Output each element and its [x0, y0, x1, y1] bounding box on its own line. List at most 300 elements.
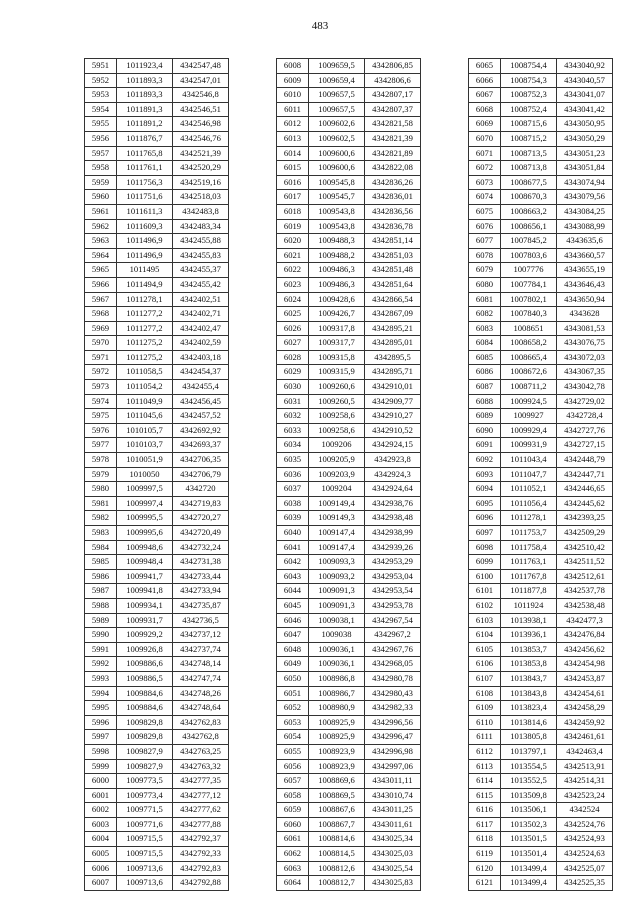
y-coordinate-cell: 4342454,37 [173, 365, 229, 380]
coordinate-table-middle [276, 58, 421, 891]
x-coordinate-cell: 1009995,6 [117, 526, 173, 541]
y-coordinate-cell: 4342402,59 [173, 336, 229, 351]
y-coordinate-cell: 4342910,52 [365, 423, 421, 438]
table-row [469, 744, 613, 759]
y-coordinate-cell: 4342895,21 [365, 321, 421, 336]
x-coordinate-cell: 1009260,6 [309, 380, 365, 395]
point-number-cell: 6038 [277, 496, 309, 511]
x-coordinate-cell: 1009315,9 [309, 365, 365, 380]
x-coordinate-cell: 1011611,3 [117, 204, 173, 219]
table-row [85, 131, 229, 146]
y-coordinate-cell: 4342519,16 [173, 175, 229, 190]
x-coordinate-cell: 1009147,4 [309, 526, 365, 541]
x-coordinate-cell: 1009715,5 [117, 847, 173, 862]
x-coordinate-cell: 1013554,5 [501, 759, 557, 774]
table-row [277, 409, 421, 424]
y-coordinate-cell: 4342510,42 [557, 540, 613, 555]
point-number-cell: 6021 [277, 248, 309, 263]
table-row [85, 219, 229, 234]
table-row [469, 701, 613, 716]
point-number-cell: 6033 [277, 423, 309, 438]
y-coordinate-cell: 4342735,87 [173, 598, 229, 613]
y-coordinate-cell: 4342836,26 [365, 175, 421, 190]
table-row [277, 336, 421, 351]
x-coordinate-cell: 1009829,8 [117, 730, 173, 745]
table-row [277, 380, 421, 395]
point-number-cell: 5976 [85, 423, 117, 438]
table-row [469, 59, 613, 74]
point-number-cell: 6063 [277, 861, 309, 876]
x-coordinate-cell: 1010105,7 [117, 423, 173, 438]
point-number-cell: 5989 [85, 613, 117, 628]
point-number-cell: 6103 [469, 613, 501, 628]
table-row [277, 350, 421, 365]
x-coordinate-cell: 1009317,8 [309, 321, 365, 336]
x-coordinate-cell: 1011043,4 [501, 453, 557, 468]
point-number-cell: 5952 [85, 73, 117, 88]
y-coordinate-cell: 4343025,34 [365, 832, 421, 847]
y-coordinate-cell: 4342821,39 [365, 131, 421, 146]
table-row [277, 219, 421, 234]
point-number-cell: 5984 [85, 540, 117, 555]
y-coordinate-cell: 4342693,37 [173, 438, 229, 453]
point-number-cell: 5995 [85, 701, 117, 716]
table-row [277, 234, 421, 249]
point-number-cell: 6096 [469, 511, 501, 526]
y-coordinate-cell: 4342518,03 [173, 190, 229, 205]
x-coordinate-cell: 1009657,5 [309, 102, 365, 117]
point-number-cell: 6012 [277, 117, 309, 132]
x-coordinate-cell: 1009488,2 [309, 248, 365, 263]
point-number-cell: 6062 [277, 847, 309, 862]
table-row [85, 394, 229, 409]
x-coordinate-cell: 1008677,5 [501, 175, 557, 190]
y-coordinate-cell: 4342762,83 [173, 715, 229, 730]
x-coordinate-cell: 1008711,2 [501, 380, 557, 395]
table-row [469, 817, 613, 832]
point-number-cell: 6041 [277, 540, 309, 555]
y-coordinate-cell: 4342939,26 [365, 540, 421, 555]
table-row [85, 628, 229, 643]
table-row [469, 248, 613, 263]
point-number-cell: 6119 [469, 847, 501, 862]
y-coordinate-cell: 4343010,74 [365, 788, 421, 803]
x-coordinate-cell: 1009715,5 [117, 832, 173, 847]
table-row [85, 832, 229, 847]
x-coordinate-cell: 1008867,6 [309, 803, 365, 818]
x-coordinate-cell: 1013938,1 [501, 613, 557, 628]
y-coordinate-cell: 4342923,8 [365, 453, 421, 468]
x-coordinate-cell: 1009488,3 [309, 234, 365, 249]
table-row [469, 219, 613, 234]
table-row [277, 598, 421, 613]
x-coordinate-cell: 1008812,7 [309, 876, 365, 891]
point-number-cell: 6098 [469, 540, 501, 555]
y-coordinate-cell: 4342924,3 [365, 467, 421, 482]
table-row [85, 482, 229, 497]
x-coordinate-cell: 1009886,6 [117, 657, 173, 672]
page-number: 483 [311, 20, 329, 32]
point-number-cell: 6019 [277, 219, 309, 234]
point-number-cell: 6090 [469, 423, 501, 438]
point-number-cell: 6116 [469, 803, 501, 818]
table-row [469, 628, 613, 643]
x-coordinate-cell: 1010103,7 [117, 438, 173, 453]
x-coordinate-cell: 1011923,4 [117, 59, 173, 74]
table-row [277, 730, 421, 745]
y-coordinate-cell: 4342836,56 [365, 204, 421, 219]
point-number-cell: 6113 [469, 759, 501, 774]
table-row [85, 759, 229, 774]
x-coordinate-cell: 1009997,4 [117, 496, 173, 511]
point-number-cell: 5973 [85, 380, 117, 395]
x-coordinate-cell: 1009204 [309, 482, 365, 497]
table-row [277, 131, 421, 146]
y-coordinate-cell: 4342524 [557, 803, 613, 818]
table-row [469, 526, 613, 541]
y-coordinate-cell: 4342546,76 [173, 131, 229, 146]
x-coordinate-cell: 1008656,1 [501, 219, 557, 234]
y-coordinate-cell: 4342836,78 [365, 219, 421, 234]
y-coordinate-cell: 4342895,01 [365, 336, 421, 351]
y-coordinate-cell: 4342458,29 [557, 701, 613, 716]
table-row [277, 161, 421, 176]
y-coordinate-cell: 4343084,25 [557, 204, 613, 219]
x-coordinate-cell: 1008814,5 [309, 847, 365, 862]
y-coordinate-cell: 4342483,34 [173, 219, 229, 234]
table-row [469, 409, 613, 424]
point-number-cell: 6121 [469, 876, 501, 891]
y-coordinate-cell: 4343025,03 [365, 847, 421, 862]
point-number-cell: 6078 [469, 248, 501, 263]
table-row [469, 759, 613, 774]
y-coordinate-cell: 4342446,65 [557, 482, 613, 497]
table-row [85, 613, 229, 628]
point-number-cell: 6082 [469, 307, 501, 322]
point-number-cell: 6056 [277, 759, 309, 774]
point-number-cell: 5997 [85, 730, 117, 745]
x-coordinate-cell: 1009771,5 [117, 803, 173, 818]
x-coordinate-cell: 1009827,9 [117, 759, 173, 774]
y-coordinate-cell: 4342729,02 [557, 394, 613, 409]
x-coordinate-cell: 1011047,7 [501, 467, 557, 482]
y-coordinate-cell: 4342511,52 [557, 555, 613, 570]
y-coordinate-cell: 4342806,6 [365, 73, 421, 88]
x-coordinate-cell: 1009149,3 [309, 511, 365, 526]
x-coordinate-cell: 1009931,9 [501, 438, 557, 453]
table-row [469, 569, 613, 584]
x-coordinate-cell: 1009260,5 [309, 394, 365, 409]
x-coordinate-cell: 1011893,3 [117, 73, 173, 88]
table-row [469, 832, 613, 847]
x-coordinate-cell: 1009924,5 [501, 394, 557, 409]
point-number-cell: 6023 [277, 277, 309, 292]
point-number-cell: 6089 [469, 409, 501, 424]
point-number-cell: 6105 [469, 642, 501, 657]
point-number-cell: 5994 [85, 686, 117, 701]
table-row [85, 642, 229, 657]
point-number-cell: 6101 [469, 584, 501, 599]
y-coordinate-cell: 4343646,43 [557, 277, 613, 292]
x-coordinate-cell: 1009426,7 [309, 307, 365, 322]
point-number-cell: 6107 [469, 671, 501, 686]
point-number-cell: 6024 [277, 292, 309, 307]
point-number-cell: 5991 [85, 642, 117, 657]
x-coordinate-cell: 1009773,4 [117, 788, 173, 803]
table-row [85, 59, 229, 74]
x-coordinate-cell: 1009995,5 [117, 511, 173, 526]
y-coordinate-cell: 4342996,56 [365, 715, 421, 730]
x-coordinate-cell: 1010050 [117, 467, 173, 482]
table-row [277, 613, 421, 628]
y-coordinate-cell: 4342455,37 [173, 263, 229, 278]
table-row [85, 774, 229, 789]
y-coordinate-cell: 4343074,94 [557, 175, 613, 190]
y-coordinate-cell: 4342731,38 [173, 555, 229, 570]
table-row [277, 540, 421, 555]
point-number-cell: 5964 [85, 248, 117, 263]
table-row [277, 876, 421, 891]
y-coordinate-cell: 4342523,24 [557, 788, 613, 803]
table-row [469, 73, 613, 88]
x-coordinate-cell: 1009543,8 [309, 219, 365, 234]
table-row [469, 190, 613, 205]
table-row [277, 569, 421, 584]
y-coordinate-cell: 4342512,61 [557, 569, 613, 584]
point-number-cell: 6028 [277, 350, 309, 365]
y-coordinate-cell: 4342910,01 [365, 380, 421, 395]
x-coordinate-cell: 1009884,6 [117, 701, 173, 716]
x-coordinate-cell: 1007802,1 [501, 292, 557, 307]
table-row [277, 204, 421, 219]
table-row [469, 774, 613, 789]
y-coordinate-cell: 4343050,29 [557, 131, 613, 146]
point-number-cell: 6054 [277, 730, 309, 745]
y-coordinate-cell: 4342748,64 [173, 701, 229, 716]
point-number-cell: 5971 [85, 350, 117, 365]
y-coordinate-cell: 4342547,48 [173, 59, 229, 74]
table-row [277, 671, 421, 686]
point-number-cell: 5993 [85, 671, 117, 686]
table-row [85, 307, 229, 322]
table-row [469, 847, 613, 862]
point-number-cell: 5992 [85, 657, 117, 672]
x-coordinate-cell: 1007803,6 [501, 248, 557, 263]
table-row [85, 73, 229, 88]
y-coordinate-cell: 4342997,06 [365, 759, 421, 774]
point-number-cell: 6008 [277, 59, 309, 74]
table-row [85, 496, 229, 511]
x-coordinate-cell: 1008663,2 [501, 204, 557, 219]
x-coordinate-cell: 1008752,3 [501, 88, 557, 103]
table-row [85, 146, 229, 161]
point-number-cell: 5963 [85, 234, 117, 249]
point-number-cell: 5985 [85, 555, 117, 570]
point-number-cell: 6087 [469, 380, 501, 395]
table-row [469, 263, 613, 278]
x-coordinate-cell: 1013853,7 [501, 642, 557, 657]
point-number-cell: 6097 [469, 526, 501, 541]
y-coordinate-cell: 4342546,8 [173, 88, 229, 103]
y-coordinate-cell: 4342706,79 [173, 467, 229, 482]
x-coordinate-cell: 1008754,4 [501, 59, 557, 74]
point-number-cell: 6091 [469, 438, 501, 453]
point-number-cell: 5990 [85, 628, 117, 643]
x-coordinate-cell: 1008869,5 [309, 788, 365, 803]
point-number-cell: 6114 [469, 774, 501, 789]
point-number-cell: 6088 [469, 394, 501, 409]
point-number-cell: 5957 [85, 146, 117, 161]
y-coordinate-cell: 4342836,01 [365, 190, 421, 205]
y-coordinate-cell: 4342982,33 [365, 701, 421, 716]
y-coordinate-cell: 4342457,52 [173, 409, 229, 424]
point-number-cell: 6016 [277, 175, 309, 190]
table-row [469, 642, 613, 657]
y-coordinate-cell: 4342477,3 [557, 613, 613, 628]
table-row [469, 146, 613, 161]
x-coordinate-cell: 1008670,3 [501, 190, 557, 205]
table-row [277, 102, 421, 117]
table-row [85, 715, 229, 730]
table-row [469, 511, 613, 526]
table-row [469, 336, 613, 351]
table-row [277, 642, 421, 657]
point-number-cell: 6052 [277, 701, 309, 716]
point-number-cell: 6042 [277, 555, 309, 570]
point-number-cell: 6079 [469, 263, 501, 278]
y-coordinate-cell: 4342513,91 [557, 759, 613, 774]
point-number-cell: 5958 [85, 161, 117, 176]
x-coordinate-cell: 1009428,6 [309, 292, 365, 307]
point-number-cell: 5969 [85, 321, 117, 336]
point-number-cell: 6020 [277, 234, 309, 249]
x-coordinate-cell: 1013805,8 [501, 730, 557, 745]
table-row [85, 526, 229, 541]
table-row [85, 803, 229, 818]
y-coordinate-cell: 4342737,12 [173, 628, 229, 643]
x-coordinate-cell: 1009315,8 [309, 350, 365, 365]
table-row [85, 263, 229, 278]
table-row [85, 117, 229, 132]
x-coordinate-cell: 1013506,1 [501, 803, 557, 818]
table-row [277, 423, 421, 438]
x-coordinate-cell: 1009929,4 [501, 423, 557, 438]
table-row [277, 526, 421, 541]
point-number-cell: 6051 [277, 686, 309, 701]
x-coordinate-cell: 1011609,3 [117, 219, 173, 234]
table-row [277, 759, 421, 774]
table-row [469, 555, 613, 570]
x-coordinate-cell: 1009091,3 [309, 598, 365, 613]
y-coordinate-cell: 4343042,78 [557, 380, 613, 395]
y-coordinate-cell: 4342980,43 [365, 686, 421, 701]
coordinate-table-left [84, 58, 229, 891]
table-row [85, 277, 229, 292]
y-coordinate-cell: 4342461,61 [557, 730, 613, 745]
table-row [277, 511, 421, 526]
y-coordinate-cell: 4343628 [557, 307, 613, 322]
table-row [277, 715, 421, 730]
x-coordinate-cell: 1013499,4 [501, 861, 557, 876]
y-coordinate-cell: 4343025,83 [365, 876, 421, 891]
y-coordinate-cell: 4342448,79 [557, 453, 613, 468]
x-coordinate-cell: 1008986,8 [309, 671, 365, 686]
y-coordinate-cell: 4343041,07 [557, 88, 613, 103]
point-number-cell: 6013 [277, 131, 309, 146]
point-number-cell: 6011 [277, 102, 309, 117]
x-coordinate-cell: 1009713,6 [117, 876, 173, 891]
table-row [277, 788, 421, 803]
table-row [277, 482, 421, 497]
y-coordinate-cell: 4342445,62 [557, 496, 613, 511]
point-number-cell: 6070 [469, 131, 501, 146]
y-coordinate-cell: 4342538,48 [557, 598, 613, 613]
x-coordinate-cell: 1009773,5 [117, 774, 173, 789]
table-row [85, 671, 229, 686]
y-coordinate-cell: 4342924,15 [365, 438, 421, 453]
table-row [85, 190, 229, 205]
y-coordinate-cell: 4342706,35 [173, 453, 229, 468]
table-row [469, 175, 613, 190]
point-number-cell: 6120 [469, 861, 501, 876]
point-number-cell: 6112 [469, 744, 501, 759]
point-number-cell: 6046 [277, 613, 309, 628]
x-coordinate-cell: 1008665,4 [501, 350, 557, 365]
y-coordinate-cell: 4342547,01 [173, 73, 229, 88]
x-coordinate-cell: 1011893,3 [117, 88, 173, 103]
y-coordinate-cell: 4342455,88 [173, 234, 229, 249]
y-coordinate-cell: 4343655,19 [557, 263, 613, 278]
x-coordinate-cell: 1008923,9 [309, 744, 365, 759]
table-row [85, 657, 229, 672]
y-coordinate-cell: 4342537,78 [557, 584, 613, 599]
point-number-cell: 5951 [85, 59, 117, 74]
table-row [85, 204, 229, 219]
table-row [85, 321, 229, 336]
x-coordinate-cell: 1013552,5 [501, 774, 557, 789]
coordinate-table-right [468, 58, 613, 891]
table-row [277, 175, 421, 190]
y-coordinate-cell: 4342524,76 [557, 817, 613, 832]
y-coordinate-cell: 4342953,54 [365, 584, 421, 599]
y-coordinate-cell: 4342546,98 [173, 117, 229, 132]
y-coordinate-cell: 4343079,56 [557, 190, 613, 205]
y-coordinate-cell: 4342447,71 [557, 467, 613, 482]
point-number-cell: 6055 [277, 744, 309, 759]
table-row [85, 511, 229, 526]
y-coordinate-cell: 4342402,71 [173, 307, 229, 322]
y-coordinate-cell: 4342402,47 [173, 321, 229, 336]
point-number-cell: 6035 [277, 453, 309, 468]
point-number-cell: 5966 [85, 277, 117, 292]
y-coordinate-cell: 4343041,42 [557, 102, 613, 117]
table-row [277, 555, 421, 570]
point-number-cell: 6026 [277, 321, 309, 336]
x-coordinate-cell: 1009884,6 [117, 686, 173, 701]
point-number-cell: 6031 [277, 394, 309, 409]
x-coordinate-cell: 1013843,8 [501, 686, 557, 701]
x-coordinate-cell: 1011056,4 [501, 496, 557, 511]
y-coordinate-cell: 4342777,88 [173, 817, 229, 832]
y-coordinate-cell: 4342509,29 [557, 526, 613, 541]
y-coordinate-cell: 4342737,74 [173, 642, 229, 657]
y-coordinate-cell: 4342483,8 [173, 204, 229, 219]
table-row [277, 190, 421, 205]
x-coordinate-cell: 1008814,6 [309, 832, 365, 847]
x-coordinate-cell: 1013502,3 [501, 817, 557, 832]
x-coordinate-cell: 1008651 [501, 321, 557, 336]
x-coordinate-cell: 1009713,6 [117, 861, 173, 876]
